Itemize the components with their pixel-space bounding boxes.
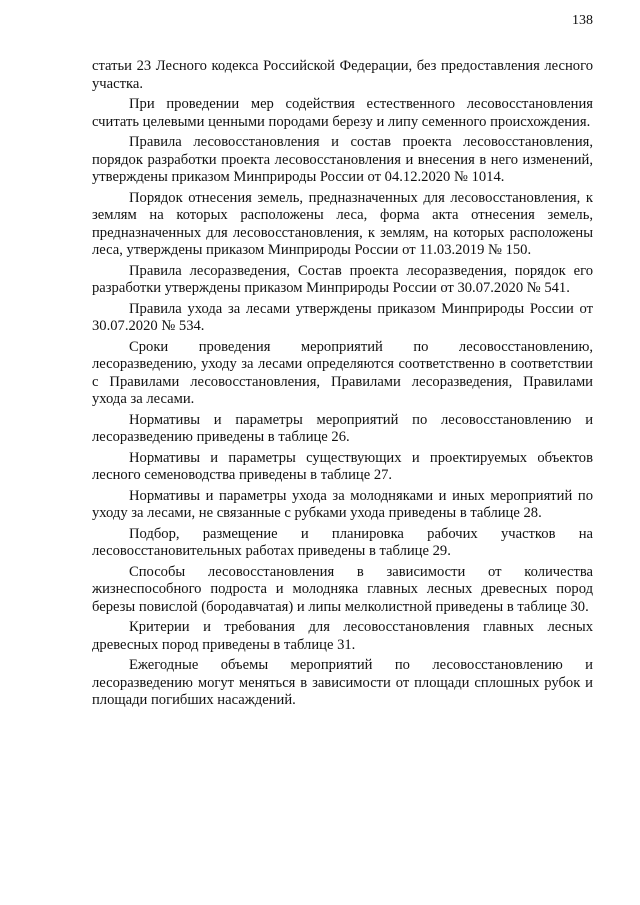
- paragraph-continuation: статьи 23 Лесного кодекса Российской Федерации, без предоставления лесного участка.: [92, 58, 593, 92]
- paragraph: Порядок отнесения земель, предназначенных для лесовосстановления, к землям на которых расположены леса, форма акта отнесения земель, предназначенных для лесовосстановления, к землям, на которых расположены леса, утверждены приказом Минприроды России от 11.03.2019 № 150.: [92, 189, 593, 258]
- document-body: [92, 58, 593, 713]
- paragraph: Нормативы и параметры ухода за молодняками и иных мероприятий по уходу за лесами, не связанные с рубками ухода приведены в таблице 28.: [92, 487, 593, 521]
- paragraph: Нормативы и параметры мероприятий по лесовосстановлению и лесоразведению приведены в таблице 26.: [92, 411, 593, 445]
- paragraph: Способы лесовосстановления в зависимости от количества жизнеспособного подроста и молодняка главных лесных древесных пород березы повислой (бородавчатая) и липы мелколистной приведены в таблице 30.: [92, 563, 593, 615]
- paragraph: Правила ухода за лесами утверждены приказом Минприроды России от 30.07.2020 № 534.: [92, 300, 593, 334]
- paragraph: Сроки проведения мероприятий по лесовосстановлению, лесоразведению, уходу за лесами определяются соответственно в соответствии с Правилами лесовосстановления, Правилами лесоразведения, Правилами ухода за лесами.: [92, 338, 593, 407]
- paragraph: Правила лесоразведения, Состав проекта лесоразведения, порядок его разработки утверждены приказом Минприроды России от 30.07.2020 № 541.: [92, 262, 593, 296]
- paragraph: Ежегодные объемы мероприятий по лесовосстановлению и лесоразведению могут меняться в зависимости от площади сплошных рубок и площади погибших насаждений.: [92, 657, 593, 708]
- paragraph: При проведении мер содействия естественного лесовосстановления считать целевыми ценными породами березу и липу семенного происхождения.: [92, 96, 593, 130]
- paragraph: Правила лесовосстановления и состав проекта лесовосстановления, порядок разработки проекта лесовосстановления и внесения в него изменений, утверждены приказом Минприроды России от 04.12.2020 № 1014.: [92, 134, 593, 185]
- paragraph: Нормативы и параметры существующих и проектируемых объектов лесного семеноводства приведены в таблице 27.: [92, 449, 593, 483]
- paragraph: Подбор, размещение и планировка рабочих участков на лесовосстановительных работах приведены в таблице 29.: [92, 525, 593, 559]
- paragraph: Критерии и требования для лесовосстановления главных лесных древесных пород приведены в таблице 31.: [92, 619, 593, 653]
- page-number: 138: [572, 13, 593, 28]
